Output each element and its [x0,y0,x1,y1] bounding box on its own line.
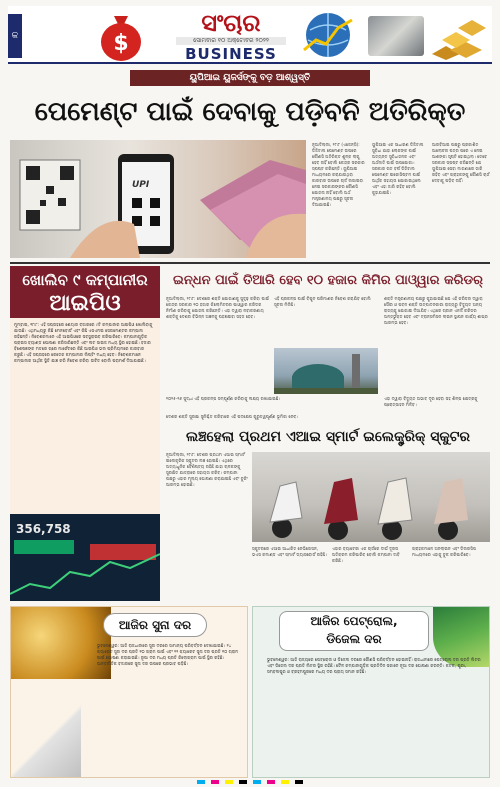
scooter-story-column: ଏହାର ବ୍ୟାଟେରୀ ଏକ ଚାର୍ଜରେ ଦୀର୍ଘ ଦୂରତା ଅତିକ୍ରମ କରିପାରିବ ବୋଲି କମ୍ପାନୀ ଦାବି କରିଛି। [332,546,400,563]
power-story-column: ଶକ୍ତି ମନ୍ତ୍ରଣାଳୟ ପକ୍ଷରୁ କୁହାଯାଇଛି ଯେ ଏହି କରିଡର ଦ୍ୱାରା ସୌର ଓ ପବନ ଶକ୍ତି ଉତ୍ପାଦନକାରୀ ରାଜ୍ୟରୁ ବିଦ୍ୟୁତ ଅନ୍ୟ ରାଜ୍ୟକୁ ଯୋଗାଇ ଦିଆଯିବ। ଏଥିରେ ଗ୍ରୀନ ଏନର୍ଜି କରିଡର ଅନ୍ତର୍ଭୁକ୍ତ ହେବ ଏବଂ ଟ୍ରାନ୍ସମିସନ ଲାଇନ ସ୍ଥାପନ କାର୍ଯ୍ୟ ଶୀଘ୍ର ଆରମ୍ଭ ହେବ। [384,296,488,325]
scooter-story-column: ସ୍କୁଟରରେ ଏଆଇ ଆଧାରିତ ନେଭିଗେସନ, ଭଏସ କମାଣ୍ଡ ଏବଂ ସ୍ମାର୍ଟ ଡ୍ୟାସବୋର୍ଡ ରହିଛି। [252,546,328,557]
ipo-headline-line2: ଆଇପିଓ [49,291,121,316]
svg-text:$: $ [113,31,129,56]
gold-bars-icon [428,10,490,60]
top-story-column: ନୂଆଦିଲ୍ଲୀ, ୨୮ା୮ (ଏଜେନ୍ସି): ଡିଜିଟାଲ ପେମେଣ୍ଟ ଉପରେ କୌଣସି ଅତିରିକ୍ତ ଶୁଳ୍କ ଲାଗୁ ହେବ ନାହିଁ ବୋଲି କେନ୍ଦ୍ର ସରକାର ସ୍ପଷ୍ଟ କରିଛନ୍ତି। ୟୁପିଆଇ ମାଧ୍ୟମରେ କରାଯାଉଥିବା କାରବାର ଉପରେ ଚାର୍ଜ ଲଗାଇବା ନେଇ ସରକାରଙ୍କର କୌଣସି ଯୋଜନା ନାହିଁ ବୋଲି ଅର୍ଥ ମନ୍ତ୍ରଣାଳୟ ପକ୍ଷରୁ ସୂଚନା ଦିଆଯାଇଛି। [312,142,365,207]
ipo-headline-line1: ଖୋଲିବ ୯ କମ୍ପାନୀର [22,271,148,289]
fuel-rate-title [279,611,429,651]
top-story-column: ୟୁପିଆଇ ଏକ ସାଧାରଣ ଡିଜିଟାଲ ସୁବିଧା ଯାହା ଲୋକଙ୍କ ପାଇଁ ଅତ୍ୟନ୍ତ ସୁବିଧାଜନକ ଏବଂ ଅର୍ଥନୀତି ପାଇଁ ଉପଯୋଗୀ। ସରକାର ଗତ ବର୍ଷ ଡିଜିଟାଲ ପେମେଣ୍ଟ ଇକୋସିଷ୍ଟମ ପାଇଁ ଆର୍ଥିକ ସହାୟତା ଯୋଗାଇଥିଲେ ଏବଂ ଏହା ଜାରି ରହିବ ବୋଲି କୁହାଯାଇଛି। [372,142,424,195]
brand-block [176,10,286,63]
top-story-headline: ପେମେଣ୍ଟ ପାଇଁ ଦେବାକୁ ପଡ଼ିବନି ଅତିରିକ୍ତ [34,97,466,127]
stock-ticker-photo [10,514,160,601]
power-story-column: ନୂଆଦିଲ୍ଲୀ, ୨୮ା୮: ଦେଶରେ ଶକ୍ତି ଯୋଗାଣକୁ ସୁଦୃଢ଼ କରିବା ପାଇଁ କେନ୍ଦ୍ର ସରକାର ୧୦ ହଜାର କିଲୋମିଟରର ପାଓ୍ୱାର କରିଡର ନିର୍ମାଣ କରିବାକୁ ଯୋଜନା କରିଛନ୍ତି। ଏହା ଦ୍ୱାରା ନବୀକରଣୀୟ ଶକ୍ତିକୁ ଦେଶର ବିଭିନ୍ନ ଅଞ୍ଚଳକୁ ପହଞ୍ଚାଇବା ସହଜ ହେବ। [166,296,270,319]
fuel-title-line2: ଡିଜେଲ ଦର [326,632,382,646]
electric-scooters-photo [252,452,490,542]
ipo-story-body: ମୁମ୍ବାଇ, ୨୮ା୮: ଏହି ସପ୍ତାହରେ ଶେୟାର ବଜାରରେ ୯ଟି କମ୍ପାନୀର ଆଇପିଓ ଖୋଲିବାକୁ ଯାଉଛି। ଏଥିମଧ୍ୟରୁ କିଛି ମେନବୋର୍ଡ ଏବଂ କିଛି ଏସଏମଇ ସେଗମେଣ୍ଟର କମ୍ପାନୀ ରହିଛନ୍ତି। ନିବେଶକମାନେ ଏହି ଆଇପିଓରେ ସବସ୍କ୍ରାଇବ କରିପାରିବେ। କମ୍ପାନୀଗୁଡ଼ିକ ପ୍ରାଇସ ବ୍ୟାଣ୍ଡ ଘୋଷଣା କରିସାରିଛନ୍ତି ଏବଂ ଲଟ ସାଇଜ ମଧ୍ୟ ସ୍ଥିର ହୋଇଛି। ବଜାର ବିଶେଷଜ୍ଞଙ୍କ ମତରେ ଗ୍ରେ ମାର୍କେଟରେ କିଛି ଆଇପିଓ ଭଲ ପ୍ରିମିୟମରେ କାରବାର କରୁଛି। ଏହି ସପ୍ତାହରେ କେତେକ କମ୍ପାନୀର ଲିଷ୍ଟିଂ ମଧ୍ୟ ହେବ। ନିବେଶକମାନେ କମ୍ପାନୀର ଆର୍ଥିକ ସ୍ଥିତି ଯାଞ୍ଚ କରି ନିବେଶ କରିବା ଉଚିତ ବୋଲି ପରାମର୍ଶ ଦିଆଯାଇଛି। [14,322,153,363]
gold-jewellery-image [11,607,111,679]
top-story-kicker: ୟୁପିଆଇ ୟୁଜର୍ସଙ୍କୁ ବଡ଼ ଆଶ୍ୱସ୍ତି [130,70,370,86]
cash-image [368,16,424,56]
power-story-column: ଏହି ପ୍ରକଳ୍ପ ପାଇଁ ବିପୁଳ ପରିମାଣର ନିବେଶ କରାଯିବ ବୋଲି ସୂଚନା ମିଳିଛି। [274,296,371,307]
top-story-column: ଆରବିଆଇ ପକ୍ଷରୁ ପ୍ରକାଶିତ ଆଲୋଚନା ପତ୍ର ପରେ ଏ ନେଇ ଆଶଙ୍କା ସୃଷ୍ଟି ହୋଇଥିଲା। ତେବେ ସରକାର ସ୍ପଷ୍ଟ କରିଛନ୍ତି ଯେ ୟୁପିଆଇ ସେବା ମାଗଣାରେ ଜାରି ରହିବ ଏବଂ ଗ୍ରାହକଙ୍କୁ କୌଣସି ଚାର୍ଜ ଦେବାକୁ ପଡ଼ିବ ନାହିଁ। [432,142,490,183]
scooter-story-column: ନୂଆଦିଲ୍ଲୀ, ୨୮ା୮: ଦେଶର ପ୍ରଥମ ଏଆଇ ସ୍ମାର୍ଟ ଇଲେକ୍ଟ୍ରିକ ସ୍କୁଟର ଲଞ୍ଚ ହୋଇଛି। ଏଥିରେ ଅତ୍ୟାଧୁନିକ ବୈଶିଷ୍ଟ୍ୟ ରହିଛି ଯାହା ଚାଳକଙ୍କୁ ସୁରକ୍ଷିତ ଯାତ୍ରାରେ ସହାୟତା କରିବ। କମ୍ପାନୀ ପକ୍ଷରୁ ଏହାର ମୂଲ୍ୟ ଘୋଷଣା କରାଯାଇଛି ଏବଂ ବୁକିଂ ଆରମ୍ଭ ହୋଇଛି। [166,452,248,487]
fuel-rate-text: ଭୁବନେଶ୍ୱର: ଆଜି ରାଜ୍ୟରେ ପେଟ୍ରୋଲ ଓ ଡିଜେଲ ଦରରେ କୌଣସି ପରିବର୍ତ୍ତନ ହୋଇନାହିଁ। ରାଜଧାନୀରେ ପେଟ୍ରୋଲ ଦର ପ୍ରତି ଲିଟର ଏବଂ ଡିଜେଲ ଦର ପ୍ରତି ଲିଟର ସ୍ଥିର ରହିଛି। ତୈଳ କମ୍ପାନୀଗୁଡ଼ିକ ପ୍ରତିଦିନ ସକାଳେ ନୂଆ ଦର ଘୋଷଣା କରନ୍ତି। କଟକ, ପୁରୀ, ସମ୍ବଲପୁର ଓ ବ୍ରହ୍ମପୁରରେ ମଧ୍ୟ ଦର ପ୍ରାୟ ସମାନ ରହିଛି। [267,657,481,674]
print-registration-marks [10,780,490,784]
fuel-title-line1: ଆଜିର ପେଟ୍ରୋଲ, [310,614,398,628]
scooter-story-column: ଗ୍ରାହକମାନେ ଅନଲାଇନ ଏବଂ ଡିଲରସିପ ମାଧ୍ୟମରେ ଏହାକୁ ବୁକ କରିପାରିବେ। [412,546,477,557]
section-title: BUSINESS [185,45,277,63]
gold-rate-box [10,606,248,778]
gold-rate-text: ଭୁବନେଶ୍ୱର: ଆଜି ରାଜଧାନୀରେ ସୁନା ଦରରେ ସାମାନ୍ୟ ପରିବର୍ତ୍ତନ ଦେଖାଯାଇଛି। ୨୪ କ୍ୟାରେଟ ସୁନା ଦର ପ୍ରତି ୧୦ ଗ୍ରାମ ପାଇଁ ଏବଂ ୨୨ କ୍ୟାରେଟ ସୁନା ଦର ପ୍ରତି ୧୦ ଗ୍ରାମ ପାଇଁ ଘୋଷଣା କରାଯାଇଛି। ରୂପା ଦର ମଧ୍ୟ ପ୍ରତି କିଲୋଗ୍ରାମ ପାଇଁ ସ୍ଥିର ରହିଛି। ଆନ୍ତର୍ଜାତିକ ବଜାରରେ ସୁନା ଦର ଉପରେ ପ୍ରଭାବ ପଡ଼ିଛି। [97,643,239,666]
upi-photo-label: UPI [132,180,150,190]
upi-payment-photo [10,140,306,258]
ipo-story [10,266,160,601]
power-story-column: ଏହା ଦ୍ୱାରା ବିଦ୍ୟୁତ ଅଭାବ ଦୂର ହେବା ସହ ଶିଳ୍ପ କ୍ଷେତ୍ରକୁ ପ୍ରୋତ୍ସାହନ ମିଳିବ। [384,396,478,407]
date-line: ସୋମବାର ୧୦ ଅକ୍ଟୋବର ୨୦୨୨ [176,37,286,45]
brand-name: ସଂଚାର [201,8,261,37]
globe-chart-icon [298,10,358,60]
fuel-rate-box [252,606,490,778]
scooters-illustration [252,452,490,542]
scooter-story-headline: ଲଞ୍ଚହେଲା ପ୍ରଥମ ଏଆଇ ସ୍ମାର୍ଟ ଇଲେକ୍ଟ୍ରିକ୍ ସ୍କୁଟର [185,429,471,445]
power-story-column: ଦେଶର ଶକ୍ତି ସୁରକ୍ଷା ସୁନିଶ୍ଚିତ କରିବାରେ ଏହି ପଦକ୍ଷେପ ଗୁରୁତ୍ୱପୂର୍ଣ୍ଣ ଭୂମିକା ନେବ। [166,414,299,419]
masthead [8,6,492,64]
power-plant-illustration [274,348,378,394]
power-story-column: ୨୦୨୫-୨୬ ସୁଦ୍ଧା ଏହି ପ୍ରକଳ୍ପ ସମ୍ପୂର୍ଣ୍ଣ କରିବାକୁ ଲକ୍ଷ୍ୟ ରଖାଯାଇଛି। [166,396,281,401]
power-story-headline: ଇନ୍ଧନ ପାଇଁ ତିଆରି ହେବ ୧୦ ହଜାର କିମିର ପାଓ୍ୱାର କରିଡର୍ [173,273,483,288]
gold-rate-title: ଆଜିର ସୁନା ଦର [103,613,207,637]
upi-photo-illustration [10,140,306,258]
stock-ticker-value: 356,758 [16,522,71,536]
money-bag-icon [98,8,144,62]
page-curl-decoration [11,705,81,778]
page-letter: କ [8,14,22,58]
ipo-headline-block [10,266,160,318]
power-plant-photo [274,348,378,394]
section-divider [10,262,490,264]
